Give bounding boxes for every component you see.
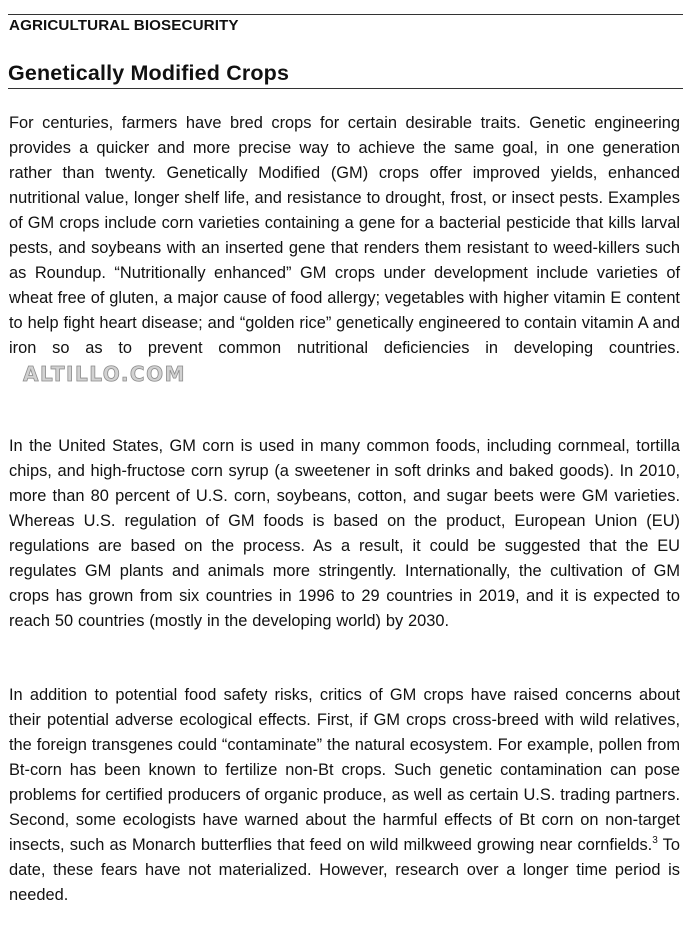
paragraph-1: [9, 111, 680, 386]
page-title: Genetically Modified Crops: [8, 61, 290, 85]
title-underline-rule: [8, 88, 683, 89]
paragraph-1-text: For centuries, farmers have bred crops for certain desirable traits. Genetic engineering provides a quicker and more precise way to achieve the same goal, in one generation rather than twenty. Genetically Modified (GM) crops offer improved yields, enhanced nutritional value, longer shelf life, and resistance to drought, frost, or insect pests. Examples of GM crops include corn varieties containing a gene for a bacterial pesticide that kills larval pests, and soybeans with an inserted gene that renders them resistant to weed-killers such as Roundup. “Nutritionally enhanced” GM crops under development include varieties of wheat free of gluten, a major cause of food allergy; vegetables with higher vitamin E content to help fight heart disease; and “golden rice” genetically engineered to contain vitamin A and iron so as to prevent common nutritional deficiencies in developing countries.: [9, 114, 680, 357]
paragraph-3: [9, 683, 680, 908]
watermark-logo: ALTILLO.COM: [23, 362, 187, 386]
header-top-rule: [8, 14, 683, 15]
footnote-marker: 3: [652, 834, 658, 846]
paragraph-2: [9, 434, 680, 634]
paragraph-3-text: In addition to potential food safety risks, critics of GM crops have raised concerns about their potential adverse ecological effects. First, if GM crops cross-breed with wild relatives, the foreign transgenes could “contaminate” the natural ecosystem. For example, pollen from Bt-corn has been known to fertilize non-Bt crops. Such genetic contamination can pose problems for certified producers of organic produce, as well as certain U.S. trading partners. Second, some ecologists have warned about the harmful effects of Bt corn on non-target insects, such as Monarch butterflies that feed on wild milkweed growing near cornfields.: [9, 686, 680, 854]
paragraph-2-text: In the United States, GM corn is used in many common foods, including cornmeal, tortilla chips, and high-fructose corn syrup (a sweetener in soft drinks and baked goods). In 2010, more than 80 percent of U.S. corn, soybeans, cotton, and sugar beets were GM varieties. Whereas U.S. regulation of GM foods is based on the product, European Union (EU) regulations are based on the process. As a result, it could be suggested that the EU regulates GM plants and animals more stringently. Internationally, the cultivation of GM crops has grown from six countries in 1996 to 29 countries in 2019, and it is expected to reach 50 countries (mostly in the developing world) by 2030.: [9, 437, 680, 630]
section-label: AGRICULTURAL BIOSECURITY: [9, 17, 239, 34]
paragraph-3-tail: To date, these fears have not materialized. However, research over a longer time period is needed.: [9, 836, 680, 904]
